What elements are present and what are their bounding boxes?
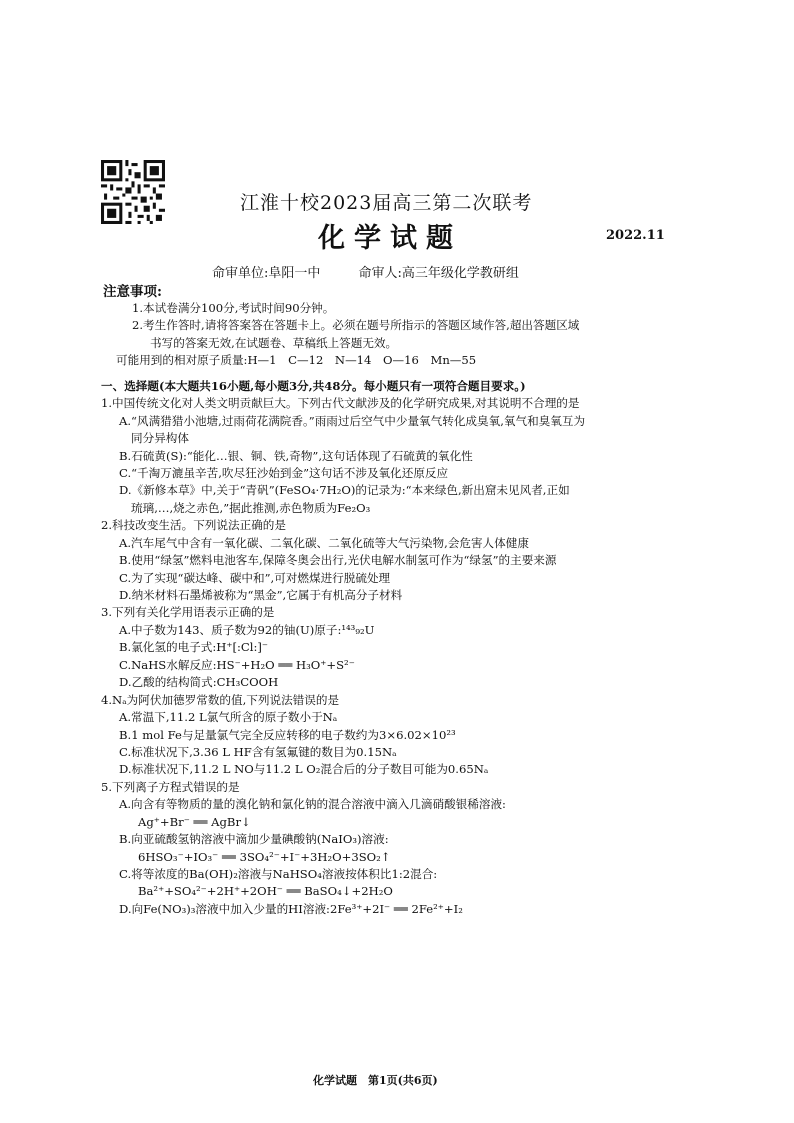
question-1-option-a-cont: 同分异构体 — [131, 431, 189, 446]
notice-heading: 注意事项: — [103, 284, 162, 300]
question-4-stem: 4.Nₐ为阿伏加德罗常数的值,下列说法错误的是 — [101, 692, 340, 707]
question-4-option-c: C.标准状况下,3.36 L HF含有氢氟键的数目为0.15Nₐ — [119, 744, 397, 759]
setter-unit: 命审单位:阜阳一中 — [212, 266, 321, 281]
question-3-option-a: A.中子数为143、质子数为92的铀(U)原子:¹⁴³₉₂U — [119, 622, 375, 637]
exam-body — [101, 300, 701, 918]
question-1-option-b: B.石硫黄(S):“能化…银、铜、铁,奇物”,这句话体现了石硫黄的氧化性 — [119, 448, 473, 463]
question-5-option-b: B.向亚硫酸氢钠溶液中滴加少量碘酸钠(NaIO₃)溶液: — [119, 832, 389, 847]
question-2-stem: 2.科技改变生活。下列说法正确的是 — [101, 518, 286, 533]
question-5-option-b-equation: 6HSO₃⁻+IO₃⁻ ══ 3SO₄²⁻+I⁻+3H₂O+3SO₂↑ — [138, 849, 391, 864]
question-2-option-a: A.汽车尾气中含有一氧化碳、二氧化碳、二氧化硫等大气污染物,会危害人体健康 — [119, 535, 529, 550]
section-heading: 一、选择题(本大题共16小题,每小题3分,共48分。每小题只有一项符合题目要求。) — [101, 378, 526, 393]
atomic-masses: 可能用到的相对原子质量:H—1 C—12 N—14 O—16 Mn—55 — [116, 353, 477, 368]
exam-series-title: 江淮十校2023届高三第二次联考 — [240, 192, 533, 214]
notice-item-2: 2.考生作答时,请将答案答在答题卡上。必须在题号所指示的答题区域作答,超出答题区域 — [132, 318, 580, 333]
question-2-option-c: C.为了实现“碳达峰、碳中和”,可对燃煤进行脱硫处理 — [119, 570, 391, 585]
setter-person: 命审人:高三年级化学教研组 — [358, 266, 519, 281]
question-1-option-c: C.“千淘万漉虽辛苦,吹尽狂沙始到金”这句话不涉及氧化还原反应 — [119, 465, 449, 480]
question-1-option-a: A.“风满猎猎小池塘,过雨荷花满院香。”雨雨过后空气中少量氧气转化成臭氧,氧气和臭氧互为 — [119, 413, 586, 428]
question-4-option-d: D.标准状况下,11.2 L NO与11.2 L O₂混合后的分子数目可能为0.65Nₐ — [119, 762, 489, 777]
question-5-option-c-equation: Ba²⁺+SO₄²⁻+2H⁺+2OH⁻ ══ BaSO₄↓+2H₂O — [138, 884, 393, 899]
question-1-option-d: D.《新修本草》中,关于“青矾”(FeSO₄·7H₂O)的记录为:“本来绿色,新出窟未见风者,正如 — [119, 483, 570, 498]
page-footer: 化学试题 第1页(共6页) — [313, 1074, 438, 1087]
question-3-option-c: C.NaHS水解反应:HS⁻+H₂O ══ H₃O⁺+S²⁻ — [119, 657, 355, 672]
question-5-option-a: A.向含有等物质的量的溴化钠和氯化钠的混合溶液中滴入几滴硝酸银稀溶液: — [119, 797, 506, 812]
question-3-stem: 3.下列有关化学用语表示正确的是 — [101, 605, 275, 620]
question-5-option-a-equation: Ag⁺+Br⁻ ══ AgBr↓ — [138, 814, 251, 829]
question-2-option-d: D.纳米材料石墨烯被称为“黑金”,它属于有机高分子材料 — [119, 588, 403, 602]
notice-item-2-cont: 书写的答案无效,在试题卷、草稿纸上答题无效。 — [150, 335, 398, 350]
subject-title: 化学试题 — [318, 223, 462, 254]
question-1-stem: 1.中国传统文化对人类文明贡献巨大。下列古代文献涉及的化学研究成果,对其说明不合理的是 — [101, 396, 580, 411]
question-5-option-c: C.将等浓度的Ba(OH)₂溶液与NaHSO₄溶液按体积比1:2混合: — [119, 867, 438, 881]
question-1-option-d-cont: 琉璃,…,烧之赤色,”据此推测,赤色物质为Fe₂O₃ — [131, 500, 371, 515]
exam-date: 2022.11 — [606, 228, 665, 243]
question-5-stem: 5.下列离子方程式错误的是 — [101, 779, 240, 794]
question-4-option-a: A.常温下,11.2 L氯气所含的原子数小于Nₐ — [119, 710, 338, 725]
question-3-option-b: B.氯化氢的电子式:H⁺[:Cl:]⁻ — [119, 640, 269, 655]
notice-item-1: 1.本试卷满分100分,考试时间90分钟。 — [132, 301, 335, 315]
question-5-option-d: D.向Fe(NO₃)₃溶液中加入少量的HI溶液:2Fe³⁺+2I⁻ ══ 2Fe²⁺+I₂ — [119, 901, 463, 916]
question-3-option-d: D.乙酸的结构简式:CH₃COOH — [119, 675, 279, 690]
setter-line — [212, 262, 519, 281]
qr-code-icon — [101, 160, 165, 224]
question-4-option-b: B.1 mol Fe与足量氯气完全反应转移的电子数约为3×6.02×10²³ — [119, 727, 456, 742]
question-2-option-b: B.使用“绿氢”燃料电池客车,保障冬奥会出行,光伏电解水制氢可作为“绿氢”的主要来源 — [119, 553, 557, 568]
